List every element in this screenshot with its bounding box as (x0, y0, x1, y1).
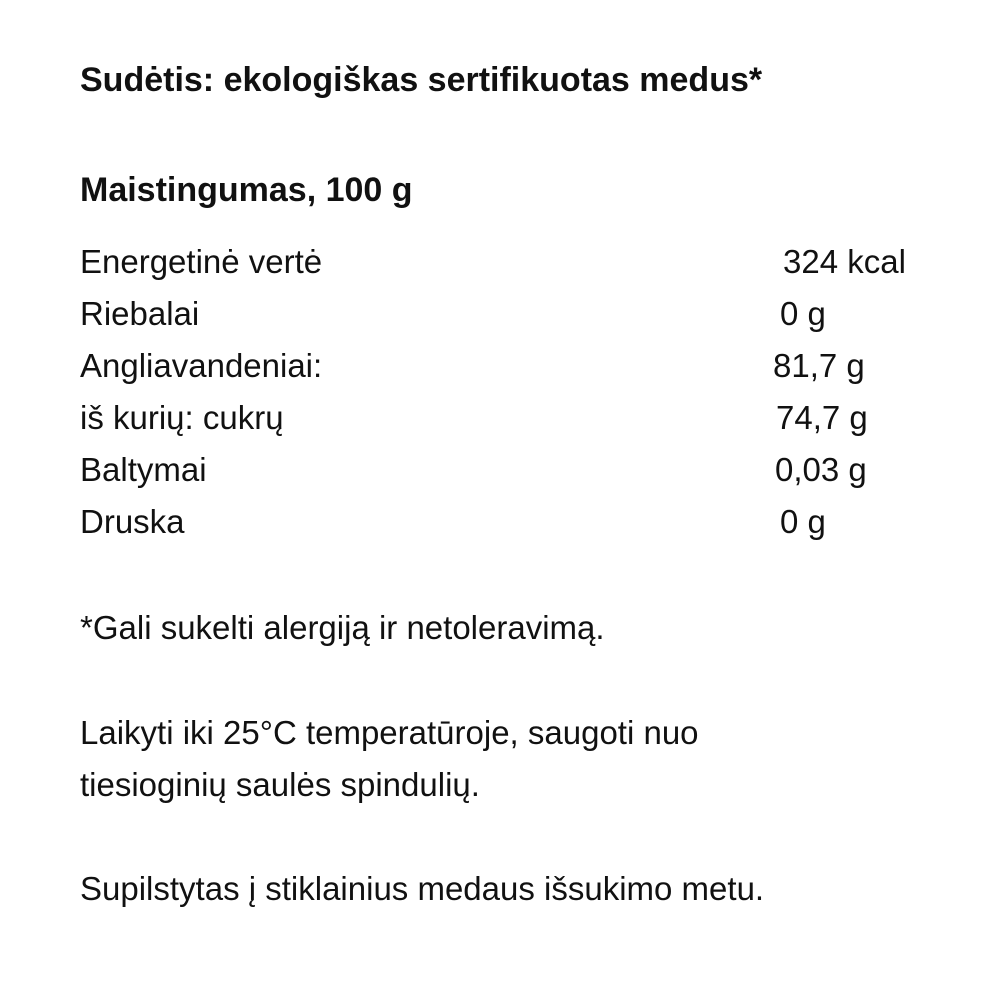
nutrition-row-energy (80, 238, 940, 290)
nutrition-table (80, 238, 940, 550)
nutrition-value: 74,7 g (776, 399, 868, 436)
nutrition-row-salt (80, 498, 940, 550)
nutrition-label: iš kurių: cukrų (80, 399, 284, 436)
storage-note (80, 707, 699, 811)
nutrition-title: Maistingumas, 100 g (80, 171, 413, 209)
storage-note-line-2: tiesioginių saulės spindulių. (80, 766, 480, 803)
nutrition-value: 0,03 g (775, 451, 867, 488)
packing-note: Supilstytas į stiklainius medaus išsukimo metu. (80, 870, 765, 907)
storage-note-line-1: Laikyti iki 25°C temperatūroje, saugoti nuo (80, 714, 699, 751)
composition-heading: Sudėtis: ekologiškas sertifikuotas medus* (80, 61, 763, 99)
allergy-note: *Gali sukelti alergiją ir netoleravimą. (80, 609, 605, 646)
nutrition-value: 324 kcal (783, 243, 906, 280)
nutrition-value: 81,7 g (773, 347, 865, 384)
nutrition-value: 0 g (780, 295, 826, 332)
nutrition-label: Angliavandeniai: (80, 347, 323, 384)
nutrition-row-sugars (80, 394, 940, 446)
nutrition-row-fat (80, 290, 940, 342)
nutrition-row-carbohydrates (80, 342, 940, 394)
nutrition-label: Energetinė vertė (80, 243, 323, 280)
nutrition-value: 0 g (780, 503, 826, 540)
nutrition-label: Riebalai (80, 295, 200, 332)
nutrition-label: Baltymai (80, 451, 207, 488)
nutrition-row-protein (80, 446, 940, 498)
nutrition-label: Druska (80, 503, 185, 540)
